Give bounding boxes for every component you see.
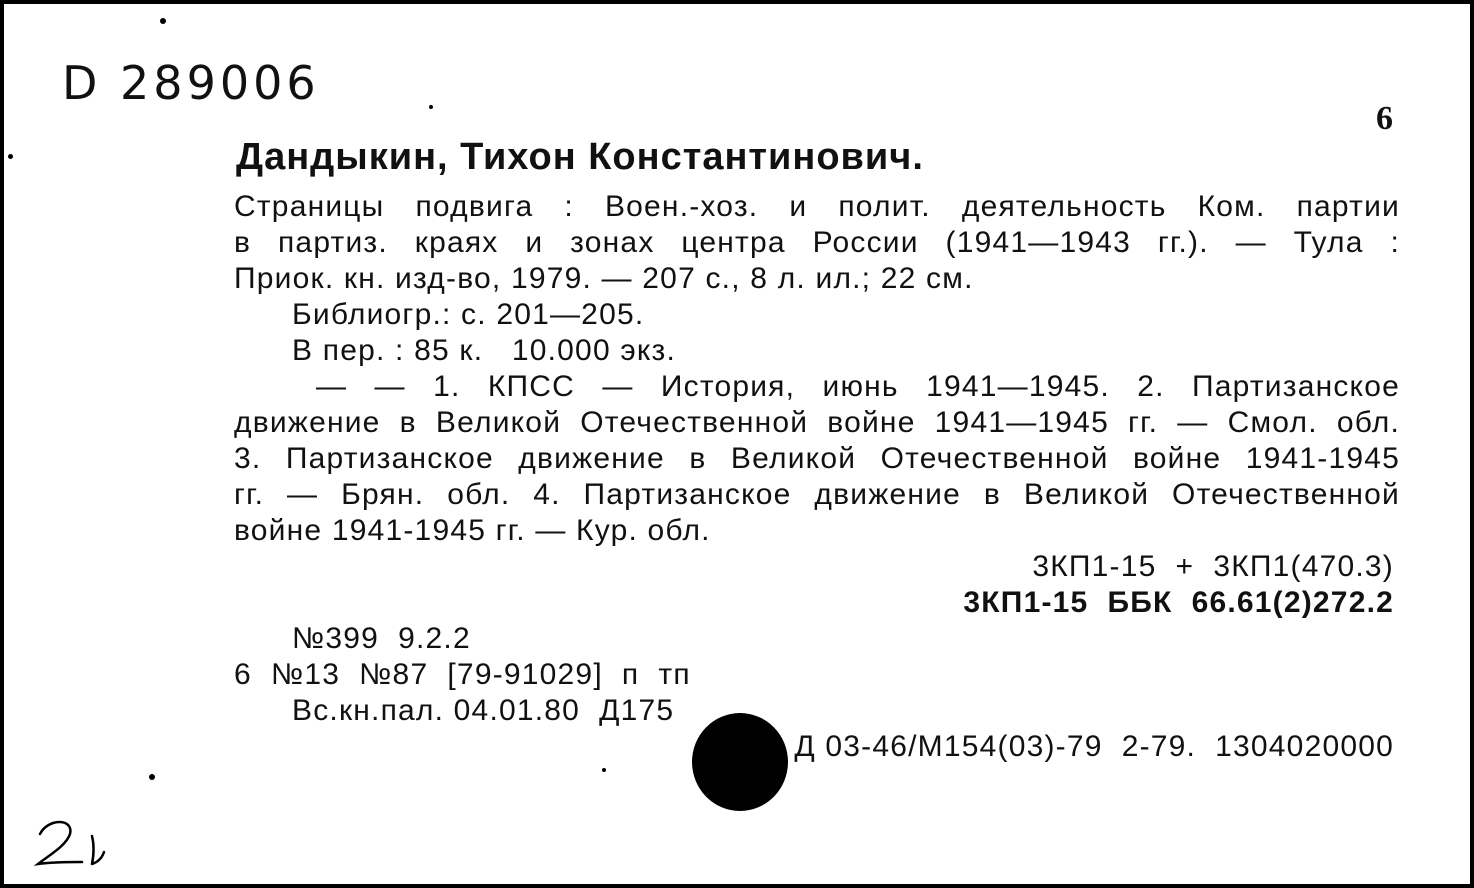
punch-hole (692, 713, 788, 811)
subject-line-3: 3. Партизанское движение в Великой Отечественной войне 1941-1945 (234, 442, 1400, 475)
speck-mark (160, 18, 166, 24)
bibliography-note: Библиогр.: с. 201—205. (292, 298, 645, 331)
classification-line-2: 3КП1-15 ББК 66.61(2)272.2 (963, 586, 1394, 619)
speck-mark (149, 774, 155, 780)
note-line-2: 6 №13 №87 [79-91029] п тп (234, 658, 691, 691)
price-note: В пер. : 85 к. 10.000 экз. (292, 334, 677, 367)
subject-line-5: войне 1941-1945 гг. — Кур. обл. (234, 514, 711, 547)
description-line-1: Страницы подвига : Воен.-хоз. и полит. деятельность Ком. партии (234, 190, 1400, 223)
author-heading: Дандыкин, Тихон Константинович. (236, 136, 924, 178)
subject-line-1: — — 1. КПСС — История, июнь 1941—1945. 2. Партизанское (316, 370, 1400, 403)
description-line-3: Приок. кн. изд-во, 1979. — 207 с., 8 л. ил.; 22 см. (234, 262, 974, 295)
footer-code: Д 03-46/М154(03)-79 2-79. 1304020000 (794, 730, 1394, 763)
speck-mark (429, 105, 433, 109)
accession-number: D 289006 (62, 56, 320, 110)
speck-mark (8, 154, 13, 159)
description-line-2: в партиз. краях и зонах центра России (1941—1943 гг.). — Тула : (234, 226, 1400, 259)
speck-mark (602, 768, 606, 772)
corner-number: 6 (1376, 100, 1393, 137)
subject-line-4: гг. — Брян. обл. 4. Партизанское движение в Великой Отечественной (234, 478, 1400, 511)
note-line-1: №399 9.2.2 (292, 622, 471, 655)
note-line-3: Вс.кн.пал. 04.01.80 Д175 (292, 694, 675, 727)
classification-line-1: 3КП1-15 + 3КП1(470.3) (1032, 550, 1394, 583)
subject-line-2: движение в Великой Отечественной войне 1941—1945 гг. — Смол. обл. (234, 406, 1400, 439)
handwritten-signature (30, 812, 114, 877)
